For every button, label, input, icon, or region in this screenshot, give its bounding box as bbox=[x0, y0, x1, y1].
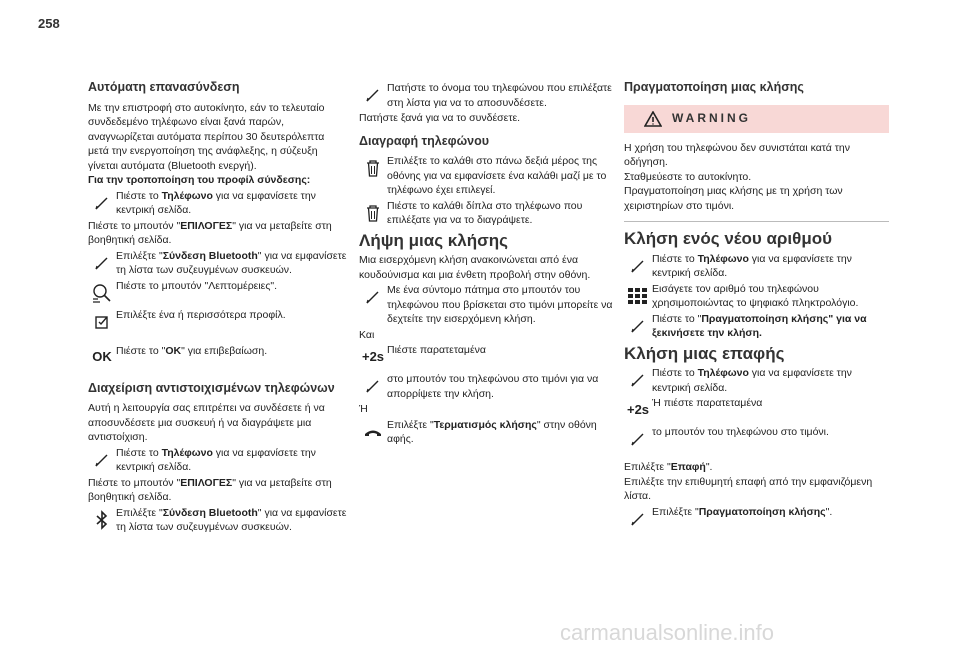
step-contact-steering bbox=[624, 425, 889, 453]
column-2 bbox=[359, 80, 617, 448]
step-text-end: " για να εμφανίσετε τη λίστα των συζευγμένων συσκευών. bbox=[116, 249, 347, 276]
heading-auto-reconnect: Αυτόματη επανασύνδεση bbox=[88, 80, 240, 94]
heading-receive-call: Λήψη μιας κλήσης bbox=[359, 230, 508, 250]
step-text-end: για να εμφανίσετε την κεντρική σελίδα. bbox=[116, 189, 316, 216]
select-contact-text: Επιλέξτε " bbox=[624, 461, 671, 473]
checkbox-edit-icon bbox=[88, 308, 116, 336]
step-delete-1-text: Επιλέξτε το καλάθι στο πάνω δεξιά μέρος της οθόνης για να εμφανίσετε ένα καλάθι μαζί με το τηλέφωνο έχει επιλεγεί. bbox=[387, 155, 607, 196]
step-text: Επιλέξτε " bbox=[387, 418, 434, 431]
step-bold: Τερματισμός κλήσης bbox=[433, 418, 537, 431]
step-bold: Σύνδεση Bluetooth bbox=[162, 249, 258, 262]
pen-icon bbox=[624, 425, 652, 453]
paragraph-reconnect: Πατήστε ξανά για να το συνδέσετε. bbox=[359, 112, 521, 124]
heading-call-contact: Κλήση μιας επαφής bbox=[624, 343, 785, 363]
step-options-bold: ΕΠΙΛΟΓΕΣ bbox=[180, 476, 233, 489]
ok-icon-text: OK bbox=[92, 349, 112, 365]
step-text-end: " για να εμφανίσετε τη λίστα των συζευγμένων συσκευών. bbox=[116, 506, 347, 533]
heading-make-call: Πραγματοποίηση μιας κλήσης bbox=[624, 80, 804, 94]
step-text-end: " στην οθόνη αφής. bbox=[387, 418, 597, 445]
step-keypad bbox=[624, 282, 889, 311]
details-icon bbox=[88, 279, 116, 307]
long-press-2s-icon: +2s bbox=[626, 401, 650, 417]
step-options-text: Πιέστε το μπουτόν " bbox=[88, 476, 181, 489]
step-ok bbox=[88, 344, 348, 372]
warning-banner bbox=[624, 105, 889, 133]
column-3 bbox=[624, 80, 889, 534]
step-delete-2-text: Πιέστε το καλάθι δίπλα στο τηλέφωνο που επιλέξατε για να το διαγράψετε. bbox=[387, 199, 583, 226]
step-reject-text: στο μπουτόν του τηλεφώνου στο τιμόνι για να απορρίψετε την κλήση. bbox=[387, 373, 599, 400]
warning-label: WARNING bbox=[672, 111, 751, 126]
bluetooth-icon bbox=[88, 506, 116, 534]
step-contact-long-press bbox=[624, 396, 889, 424]
paragraph-and: Και bbox=[359, 328, 375, 341]
step-text-end: ". bbox=[825, 505, 833, 518]
step-start-call bbox=[624, 312, 889, 341]
step-disconnect-text: Πατήστε το όνομα του τηλεφώνου που επιλέξατε στη λίστα για να το αποσυνδέσετε. bbox=[387, 82, 612, 109]
step-options-end: " για να μεταβείτε στη βοηθητική σελίδα. bbox=[88, 219, 332, 246]
two-seconds-label: 2s bbox=[634, 401, 650, 417]
step-text-end: " για επιβεβαίωση. bbox=[181, 344, 268, 357]
trash-icon bbox=[359, 199, 387, 227]
step-end-call bbox=[359, 418, 617, 447]
page-number: 258 bbox=[38, 16, 60, 31]
step-options-end: " για να μεταβείτε στη βοηθητική σελίδα. bbox=[88, 476, 332, 503]
step-bold: OK bbox=[165, 344, 182, 357]
step-text: Πιέστε το bbox=[116, 189, 162, 202]
step-long-press bbox=[359, 343, 617, 371]
step-text-end: για να εμφανίσετε την κεντρική σελίδα. bbox=[116, 446, 316, 473]
step-profile bbox=[88, 308, 348, 336]
paragraph-select-contact: Επιλέξτε την επιθυμητή επαφή από την εμφανιζόμενη λίστα. bbox=[624, 475, 873, 502]
step-bold: Τηλέφωνο bbox=[697, 252, 749, 265]
step-bluetooth bbox=[88, 249, 348, 278]
step-options-text: Πιέστε το μπουτόν " bbox=[88, 219, 181, 232]
step-contact-long-press-text: Ή πιέστε παρατεταμένα bbox=[652, 397, 763, 409]
step-text: Επιλέξτε " bbox=[116, 249, 163, 262]
keypad-icon bbox=[624, 282, 652, 310]
step-accept-text: Με ένα σύντομο πάτημα στο μπουτόν του τηλεφώνου που βρίσκεται στο τιμόνι μπορείτε να δεχτείτε την εισερχόμενη κλήση. bbox=[387, 284, 613, 325]
step-contact-steering-text: το μπουτόν του τηλεφώνου στο τιμόνι. bbox=[652, 426, 829, 438]
step-profile-text: Επιλέξτε ένα ή περισσότερα προφίλ. bbox=[116, 308, 286, 321]
select-contact-end: ". bbox=[705, 461, 713, 473]
step-details bbox=[88, 279, 348, 307]
pen-icon bbox=[88, 249, 116, 277]
step-reject bbox=[359, 372, 617, 401]
select-contact-bold: Επαφή bbox=[670, 461, 706, 473]
step-new-phone bbox=[624, 252, 889, 281]
paragraph-or: Ή bbox=[359, 403, 368, 415]
step-text: Πιέστε το bbox=[116, 446, 162, 459]
ok-icon bbox=[88, 344, 116, 372]
paragraph-manage: Αυτή η λειτουργία σας επιτρέπει να συνδέσετε ή να αποσυνδέσετε μια συσκευή ή να διαγράψετε μια αντιστοίχιση. bbox=[88, 402, 325, 443]
watermark-footer: carmanualsonline.info bbox=[560, 620, 775, 645]
step-text: Πιέστε το " bbox=[652, 312, 702, 325]
pen-icon bbox=[359, 81, 387, 109]
step-text: Πιέστε το bbox=[652, 252, 698, 265]
step-details-text: Πιέστε το μπουτόν "Λεπτομέρειες". bbox=[116, 279, 278, 292]
step-delete-1 bbox=[359, 154, 617, 198]
pen-icon bbox=[88, 446, 116, 474]
step-text: Πιέστε το " bbox=[116, 344, 166, 357]
heading-manage-phones: Διαχείριση αντιστοιχισμένων τηλεφώνων bbox=[88, 380, 335, 395]
step-options-bold: ΕΠΙΛΟΓΕΣ bbox=[180, 219, 233, 232]
two-seconds-label: 2s bbox=[369, 348, 385, 364]
heading-delete-phone: Διαγραφή τηλεφώνου bbox=[359, 133, 490, 148]
paragraph-auto-reconnect: Με την επιστροφή στο αυτοκίνητο, εάν το τελευταίο συνδεδεμένο τηλέφωνο είναι ξανά παρών, αναγνωρίζεται αυτόματα περίπου 30 δευτερόλεπτα μετά την ενεργοποίηση της ανάφλεξης, η σύζευξη γίνεται αυτόματα (Bluetooth ενεργή). bbox=[88, 101, 325, 172]
hang-up-icon bbox=[359, 418, 387, 446]
step-text: Πιέστε το bbox=[652, 367, 698, 379]
step-bold: Σύνδεση Bluetooth bbox=[162, 506, 258, 519]
step-bold: Πραγματοποίηση κλήσης bbox=[698, 505, 826, 518]
paragraph-incoming: Μια εισερχόμενη κλήση ανακοινώνεται από ένα κουδούνισμα και μια ένθετη προβολή στην οθόνη. bbox=[359, 254, 591, 281]
heading-new-number: Κλήση ενός νέου αριθμού bbox=[624, 229, 833, 248]
step-text: Επιλέξτε " bbox=[652, 505, 699, 518]
step-keypad-text: Εισάγετε τον αριθμό του τηλεφώνου χρησιμοποιώντας το ψηφιακό πληκτρολόγιο. bbox=[652, 282, 859, 309]
step-text: Επιλέξτε " bbox=[116, 506, 163, 519]
pen-icon bbox=[88, 189, 116, 217]
pen-icon bbox=[624, 366, 652, 394]
step-manage-bluetooth bbox=[88, 506, 348, 535]
step-manage-phone bbox=[88, 446, 348, 475]
pen-icon bbox=[624, 312, 652, 340]
step-long-press-text: Πιέστε παρατεταμένα bbox=[387, 344, 486, 356]
step-contact-call bbox=[624, 505, 889, 533]
step-contact-phone bbox=[624, 366, 889, 395]
pen-icon bbox=[359, 372, 387, 400]
step-delete-2 bbox=[359, 199, 617, 228]
pen-icon bbox=[624, 505, 652, 533]
pen-icon bbox=[624, 252, 652, 280]
paragraph-modify-profile: Για την τροποποίηση του προφίλ σύνδεσης: bbox=[88, 174, 311, 186]
step-bold: Τηλέφωνο bbox=[697, 367, 749, 379]
step-text-end: για να εμφανίσετε την κεντρική σελίδα. bbox=[652, 367, 852, 394]
pen-icon bbox=[359, 283, 387, 311]
warning-triangle-icon bbox=[644, 111, 662, 127]
column-1 bbox=[88, 80, 348, 536]
warning-text: Η χρήση του τηλεφώνου δεν συνιστάται κατά την οδήγηση. Σταθμεύεστε το αυτοκίνητο. Πραγματοποίηση μιας κλήσης με τη χρήση των χειριστηρίων στο τιμόνι. bbox=[624, 133, 889, 223]
step-disconnect bbox=[359, 81, 617, 110]
step-bold: Πραγματοποίηση κλήσης" για να ξεκινήσετε την κλήση. bbox=[652, 312, 867, 339]
step-phone bbox=[88, 189, 348, 218]
trash-icon bbox=[359, 154, 387, 182]
long-press-2s-icon: +2s bbox=[361, 348, 385, 364]
step-bold: Τηλέφωνο bbox=[161, 189, 213, 202]
step-text-end: για να εμφανίσετε την κεντρική σελίδα. bbox=[652, 252, 852, 279]
step-bold: Τηλέφωνο bbox=[161, 446, 213, 459]
step-accept bbox=[359, 283, 617, 327]
